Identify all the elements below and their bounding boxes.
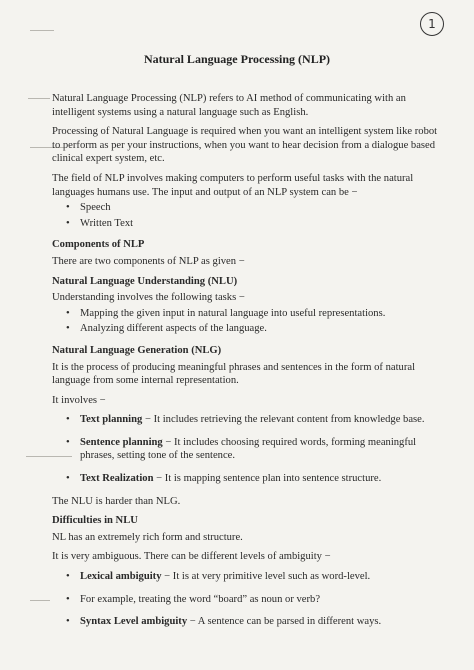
nlu-task-list: [52, 307, 442, 336]
scan-mark: [30, 600, 50, 601]
section-heading: Components of NLP: [52, 239, 145, 251]
list-term: Sentence planning: [80, 436, 163, 448]
ambiguity-list: [52, 570, 442, 629]
list-item: [80, 436, 442, 463]
io-list: [52, 201, 442, 230]
section-text: It is the process of producing meaningful phrases and sentences in the form of natural language from some internal representation.: [52, 361, 416, 387]
nlg-step-list: [52, 413, 442, 485]
list-item: • Speech: [80, 201, 442, 215]
document-body: [52, 92, 442, 638]
section-heading: Natural Language Understanding (NLU): [52, 275, 238, 287]
list-term: Text Realization: [80, 473, 154, 485]
list-item: [80, 570, 442, 584]
section-text: It involves −: [52, 394, 106, 406]
list-desc: − It includes retrieving the relevant content from knowledge base.: [142, 414, 425, 426]
intro-paragraph: Natural Language Processing (NLP) refers to AI method of communicating with an intelligent systems using a natural language such as English.: [52, 93, 406, 118]
list-item: [80, 413, 442, 427]
list-desc: For example, treating the word “board” as noun or verb?: [80, 593, 321, 605]
section-text: NL has an extremely rich form and structure.: [52, 531, 243, 543]
list-item: [80, 472, 442, 486]
page-title: Natural Language Processing (NLP): [143, 52, 331, 66]
scan-mark: [28, 98, 50, 99]
list-desc: − It is mapping sentence plan into sentence structure.: [153, 473, 382, 485]
list-term: Syntax Level ambiguity: [80, 616, 188, 628]
section-heading: Natural Language Generation (NLG): [52, 344, 222, 356]
intro-paragraph: Processing of Natural Language is required when you want an intelligent system like robot to perform as per your instructions, when you want to hear decision from a dialogue based clinical expert system, etc.: [52, 126, 438, 165]
intro-paragraph: The field of NLP involves making computers to perform useful tasks with the natural languages humans use. The input and output of an NLP system can be −: [52, 172, 414, 198]
page-number: 1: [420, 12, 444, 36]
section-text: There are two components of NLP as given −: [52, 255, 245, 267]
scan-mark: [30, 30, 54, 31]
section-text: Understanding involves the following tasks −: [52, 292, 245, 304]
section-heading: Difficulties in NLU: [52, 515, 138, 527]
list-desc: − It includes choosing required words, forming meaningful phrases, setting tone of the sentence.: [80, 436, 417, 462]
list-term: Lexical ambiguity: [80, 571, 162, 583]
list-term: Text planning: [80, 414, 143, 426]
section-text: It is very ambiguous. There can be different levels of ambiguity −: [52, 551, 331, 563]
section-text: The NLU is harder than NLG.: [52, 495, 181, 507]
list-desc: − A sentence can be parsed in different ways.: [187, 616, 382, 628]
list-item: • Analyzing different aspects of the language.: [80, 322, 442, 336]
list-item: • Mapping the given input in natural language into useful representations.: [80, 307, 442, 321]
list-item: [80, 615, 442, 629]
list-desc: − It is at very primitive level such as word-level.: [161, 571, 371, 583]
list-item: [80, 593, 442, 607]
list-item: • Written Text: [80, 217, 442, 231]
